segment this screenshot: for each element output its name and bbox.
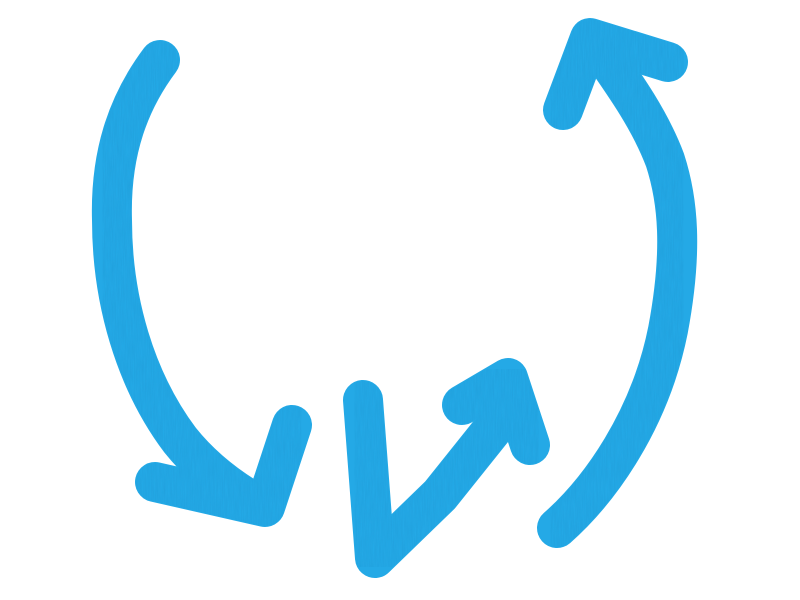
- left-arrow-texture: [112, 60, 292, 507]
- right-curved-arrow-icon: [557, 38, 677, 528]
- center-checkmark-arrow-icon: [363, 378, 530, 558]
- left-curved-arrow-icon: [112, 60, 292, 507]
- right-arrow-texture: [557, 38, 677, 528]
